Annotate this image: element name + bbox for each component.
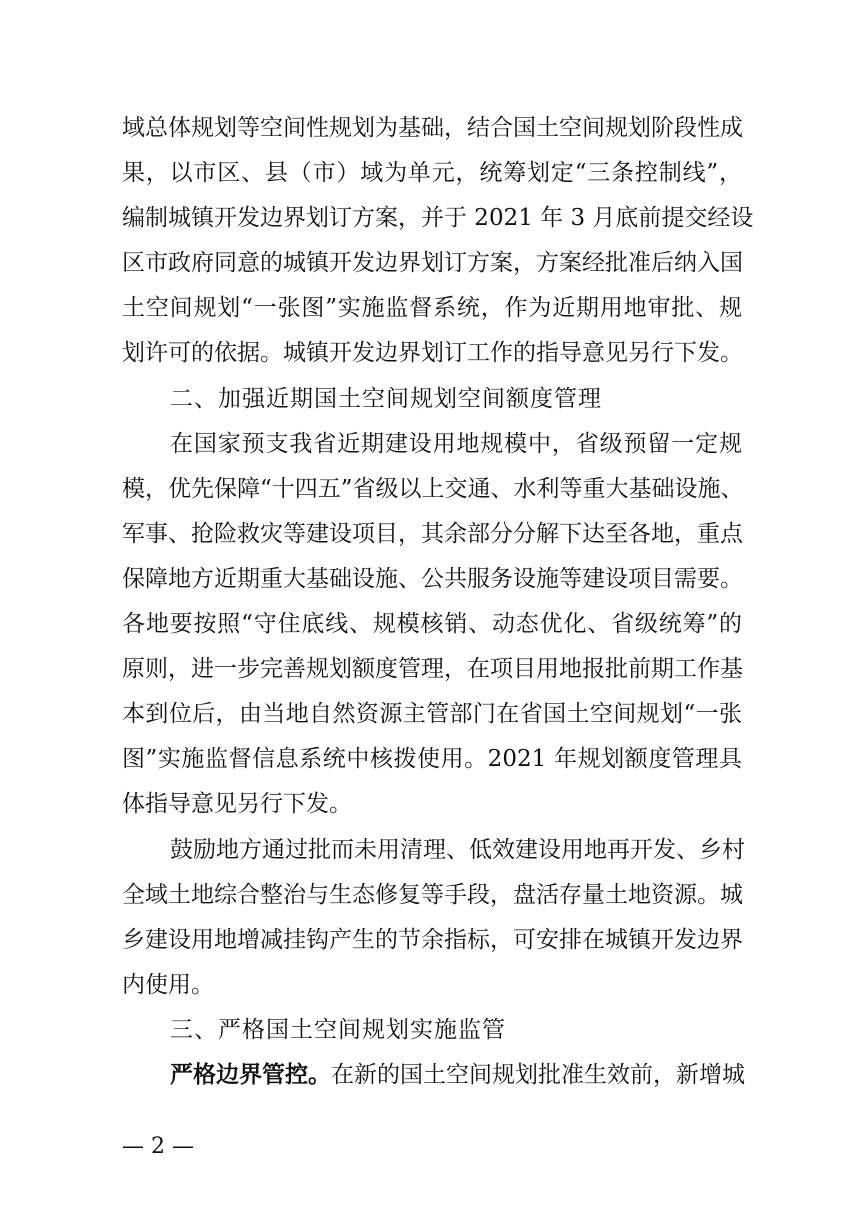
body-line: 模，优先保障“十四五”省级以上交通、水利等重大基础设施、 bbox=[122, 476, 744, 502]
body-line: 土空间规划“一张图”实施监督系统，作为近期用地审批、规 bbox=[122, 295, 742, 321]
body-line: 保障地方近期重大基础设施、公共服务设施等建设项目需要。 bbox=[122, 566, 743, 592]
body-line: 原则，进一步完善规划额度管理，在项目用地报批前期工作基 bbox=[122, 656, 743, 682]
body-line bbox=[170, 1060, 745, 1090]
body-line: 体指导意见另行下发。 bbox=[122, 791, 352, 817]
page-number: — 2 — bbox=[122, 1134, 194, 1159]
body-line: 在国家预支我省近期建设用地规模中，省级预留一定规 bbox=[170, 431, 742, 457]
body-line: 图”实施监督信息系统中核拨使用。2021 年规划额度管理具 bbox=[122, 746, 742, 772]
section-heading: 三、严格国土空间规划实施监管 bbox=[170, 1017, 506, 1043]
section-heading: 二、加强近期国土空间规划空间额度管理 bbox=[170, 386, 602, 412]
body-line: 各地要按照“守住底线、规模核销、动态优化、省级统筹”的 bbox=[122, 611, 742, 637]
bold-lead-text: 严格边界管控。 bbox=[170, 1061, 331, 1088]
body-line: 本到位后，由当地自然资源主管部门在省国土空间规划“一张 bbox=[122, 701, 742, 727]
body-line: 军事、抢险救灾等建设项目，其余部分分解下达至各地，重点 bbox=[122, 521, 743, 547]
body-line: 鼓励地方通过批而未用清理、低效建设用地再开发、乡村 bbox=[170, 837, 745, 863]
body-line: 内使用。 bbox=[122, 972, 214, 998]
body-line: 区市政府同意的城镇开发边界划订方案，方案经批准后纳入国 bbox=[122, 250, 743, 276]
body-line: 果，以市区、县（市）域为单元，统筹划定“三条控制线”， bbox=[122, 160, 742, 186]
body-line: 乡建设用地增减挂钩产生的节余指标，可安排在城镇开发边界 bbox=[122, 927, 743, 953]
body-text: 在新的国土空间规划批准生效前，新增城 bbox=[331, 1062, 745, 1088]
body-line: 编制城镇开发边界划订方案，并于 2021 年 3 月底前提交经设 bbox=[122, 205, 754, 231]
body-line: 划许可的依据。城镇开发边界划订工作的指导意见另行下发。 bbox=[122, 340, 743, 366]
body-line: 域总体规划等空间性规划为基础，结合国土空间规划阶段性成 bbox=[122, 115, 743, 141]
body-line: 全域土地综合整治与生态修复等手段，盘活存量土地资源。城 bbox=[122, 882, 743, 908]
